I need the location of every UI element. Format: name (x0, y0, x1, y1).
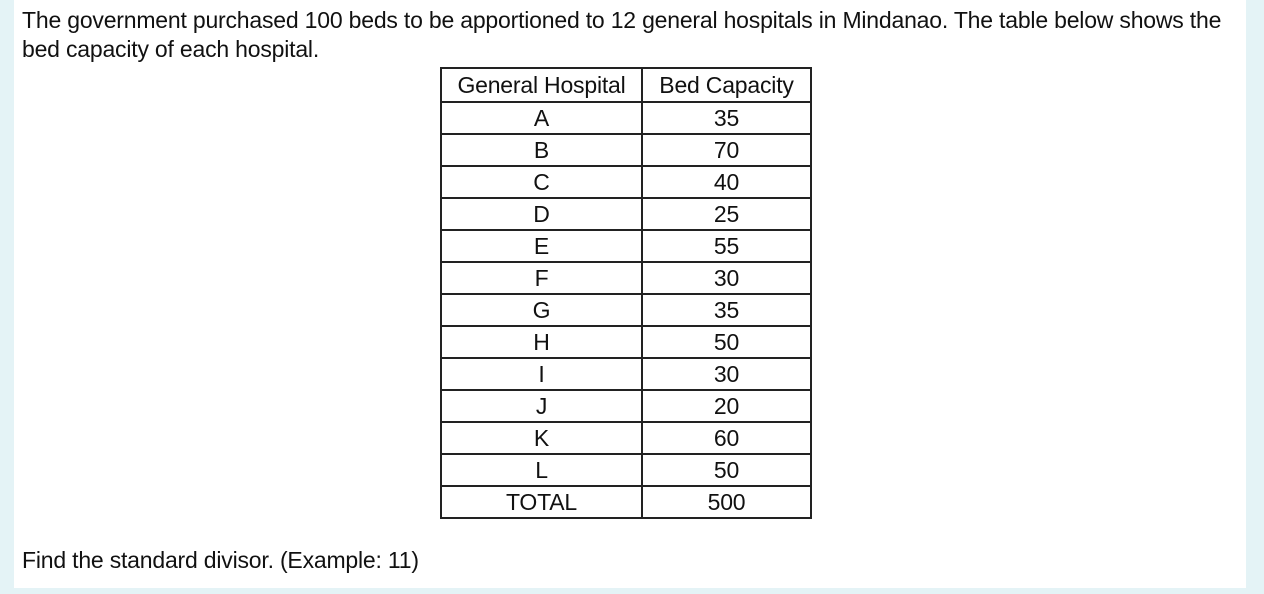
capacity-cell: 35 (642, 102, 811, 134)
table-row (441, 134, 811, 166)
capacity-cell: 50 (642, 454, 811, 486)
capacity-cell: 40 (642, 166, 811, 198)
hospital-cell: J (441, 390, 642, 422)
bed-capacity-table (440, 67, 812, 519)
capacity-cell: 20 (642, 390, 811, 422)
table-row (441, 454, 811, 486)
capacity-cell: 25 (642, 198, 811, 230)
table-total-row (441, 486, 811, 518)
capacity-cell: 55 (642, 230, 811, 262)
hospital-cell: H (441, 326, 642, 358)
table-row (441, 294, 811, 326)
hospital-cell: E (441, 230, 642, 262)
table-row (441, 326, 811, 358)
capacity-cell: 70 (642, 134, 811, 166)
table-row (441, 262, 811, 294)
question-text: Find the standard divisor. (Example: 11) (22, 547, 419, 573)
table-row (441, 422, 811, 454)
capacity-cell: 35 (642, 294, 811, 326)
table-row (441, 358, 811, 390)
total-value-cell: 500 (642, 486, 811, 518)
question-card (14, 0, 1246, 588)
hospital-cell: L (441, 454, 642, 486)
capacity-cell: 60 (642, 422, 811, 454)
capacity-cell: 30 (642, 262, 811, 294)
table-header-row (441, 68, 811, 102)
table-row (441, 390, 811, 422)
table-row (441, 166, 811, 198)
problem-intro: The government purchased 100 beds to be apportioned to 12 general hospitals in Mindanao. The table below shows the bed capacity of each hospital. (22, 7, 1222, 62)
table-row (441, 198, 811, 230)
hospital-cell: G (441, 294, 642, 326)
hospital-cell: B (441, 134, 642, 166)
hospital-cell: I (441, 358, 642, 390)
hospital-cell: D (441, 198, 642, 230)
column-header-capacity: Bed Capacity (642, 68, 811, 102)
capacity-cell: 30 (642, 358, 811, 390)
total-label-cell: TOTAL (441, 486, 642, 518)
capacity-cell: 50 (642, 326, 811, 358)
table-row (441, 230, 811, 262)
hospital-cell: F (441, 262, 642, 294)
table-row (441, 102, 811, 134)
hospital-cell: C (441, 166, 642, 198)
hospital-cell: A (441, 102, 642, 134)
hospital-cell: K (441, 422, 642, 454)
column-header-hospital: General Hospital (441, 68, 642, 102)
